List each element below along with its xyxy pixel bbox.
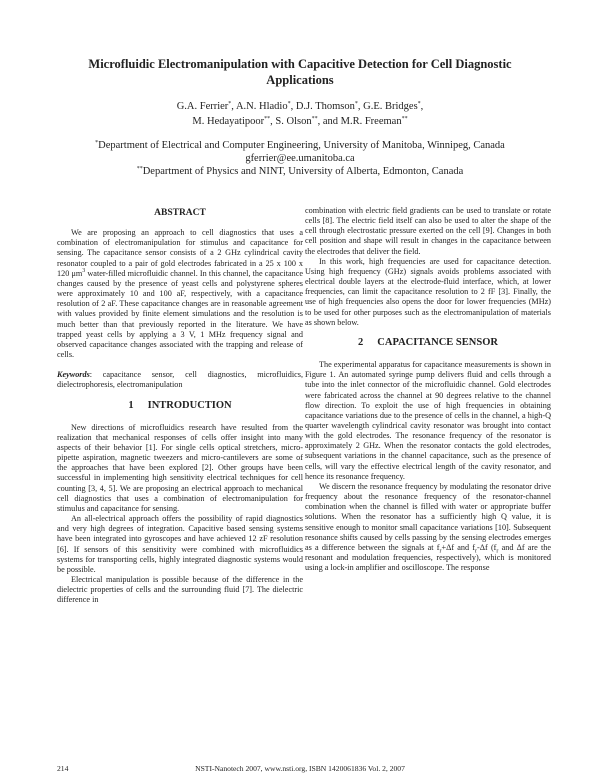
author-name: M. Hedayatipoor bbox=[192, 116, 265, 127]
author-mark: ** bbox=[401, 116, 408, 122]
keywords: Keywords: capacitance sensor, cell diagnostics, microfluidics, dielectrophoresis, electromanipulation bbox=[57, 370, 303, 390]
affiliation-mark: ** bbox=[136, 166, 143, 172]
title-line-2: Applications bbox=[266, 73, 334, 87]
section-heading-capacitance-sensor: 2 CAPACITANCE SENSOR bbox=[358, 336, 498, 348]
paragraph: The experimental apparatus for capacitance measurements is shown in Figure 1. An automated syringe pump delivers fluid and cells through a tube into the inlet connector of the microfluidic channel. Gold electrodes were fabricated across the channel at 90 degrees relative to the channel flow direction. To exploit the use of high frequencies in obtaining capacitance variations due to the presence of cells in the channel, a high-Q quarter wavelength cylindrical cavity resonator was brought into contact with the gold electrodes. The resonance frequency of the resonator is approximately 2 GHz. When the resonator contacts the gold electrodes, subsequent variations in the channel capacitance, such as the presence of cells, will vary the effective electrical length of the cavity resonator, and hence its resonance frequency. bbox=[305, 360, 551, 481]
affiliation-2: **Department of Physics and NINT, University of Alberta, Edmonton, Canada bbox=[136, 166, 464, 177]
author-name: G.E. Bridges bbox=[363, 101, 418, 112]
author-and: and bbox=[322, 116, 338, 127]
author-name: A.N. Hladio bbox=[235, 101, 288, 112]
paragraph: We discern the resonance frequency by modulating the resonator drive frequency about the resonance frequency of the resonator-channel combination when the channel is filled with water or appropriate buffer solutions. When the resonator has a sufficiently high Q value, it is sensitive enough to monitor small capacitance variations [10]. Subsequent resonance shifts caused by cells passing by the sensing electrodes emerges as a difference between the signals at $f_r+\Delta f$ and $f_r-\Delta f$ ($f_r$ and Δf are the resonant and modulation frequencies, respectively), which is monitored using a lock-in amplifier and oscilloscope. The response bbox=[305, 481, 551, 573]
abstract-text: We are proposing an approach to cell diagnostics that uses a combination of electromanipulation for stimulus and capacitance for sensing. The capacitance sensor consists of a 2 GHz cylindrical cavity resonator coupled to a pair of gold electrodes fabricated in a 25 x 100 x 120 $\mu m^3$ water-filled microfluidic channel. In this channel, the capacitance changes caused by the presence of yeast cells and polystyrene spheres were approximately 10 and 100 aF, respectively, with a capacitance resolution of 2 aF. These capacitance changes are in reasonable agreement with values provided by finite element simulations and the resolution is much better than that previously reported in the literature. We have trapped yeast cells by applying a 3 V, 1 MHz frequency signal and observed capacitance changes associated with the trapping and release of cells. bbox=[57, 228, 303, 360]
author-email: gferrier@ee.umanitoba.ca bbox=[245, 153, 355, 164]
footer-citation: NSTI-Nanotech 2007, www.nsti.org, ISBN 1420061836 Vol. 2, 2007 bbox=[195, 764, 405, 773]
paragraph: An all-electrical approach offers the possibility of rapid diagnostics and very high degrees of integration. Capacitive based sensing systems have been integrated into gyroscopes and have achieved 12 zF resolution [6]. If sensors of this sensitivity were combined with microfluidics systems for transporting cells, highly integrated diagnostic systems would be possible. bbox=[57, 514, 303, 574]
author-mark: ** bbox=[311, 116, 318, 122]
paragraph: In this work, high frequencies are used for capacitance detection. Using high frequency (GHz) signals avoids problems associated with electrical double layers at the electrode-fluid interface, which, at lower frequencies, can limit the capacitance resolution to 2 fF [3]. Finally, the use of high frequencies also opens the door for lower frequencies (MHz) to be used for other purposes such as the electromanipulation of materials as shown below. bbox=[305, 256, 551, 327]
affiliation-mark: * bbox=[95, 140, 99, 146]
section-heading-introduction: 1 INTRODUCTION bbox=[128, 399, 232, 411]
keywords-label: Keywords bbox=[57, 370, 90, 380]
affiliations bbox=[40, 139, 560, 178]
page-number: 214 bbox=[57, 764, 69, 773]
author-line-1: G.A. Ferrier*, A.N. Hladio*, D.J. Thomson*, G.E. Bridges*, bbox=[176, 101, 424, 112]
author-name: G.A. Ferrier bbox=[176, 101, 229, 112]
author-name: M.R. Freeman bbox=[340, 116, 402, 127]
author-mark: * bbox=[417, 101, 421, 107]
paper-title bbox=[40, 56, 560, 88]
paragraph: Electrical manipulation is possible because of the difference in the dielectric properties of cells and the surrounding fluid [7]. The dielectric difference in bbox=[57, 575, 303, 605]
author-list bbox=[60, 99, 540, 129]
author-line-2: M. Hedayatipoor**, S. Olson**, and M.R. Freeman** bbox=[192, 116, 408, 127]
title-line-1: Microfluidic Electromanipulation with Capacitive Detection for Cell Diagnostic bbox=[88, 57, 512, 71]
paragraph: combination with electric field gradients can be used to translate or rotate cells [8]. The electric field itself can also be used to alter the shape of the cell through electrostatic pressure exerted on the cell [9]. Changes in both cell position and shape will result in changes in the capacitance between the electrodes that deliver the field. bbox=[305, 206, 551, 256]
author-name: S. Olson bbox=[275, 116, 312, 127]
author-mark: * bbox=[287, 101, 291, 107]
abstract-heading: ABSTRACT bbox=[154, 208, 206, 218]
author-mark: * bbox=[354, 101, 358, 107]
paragraph: New directions of microfluidics research have resulted from the realization that mechanical responses of cells offer insight into many aspects of their behavior [1]. For single cells optical stretchers, micro-pipette aspiration, magnetic tweezers and micro-cantilevers are some of the approaches that have been explored [2]. Other groups have been successful in implementing high sensitivity electrical techniques for cell counting [3, 4, 5]. We are proposing an electrical approach to mechanical cell diagnostics that uses a combination of electromanipulation for stimulus and capacitance for sensing. bbox=[57, 422, 303, 513]
author-mark: ** bbox=[264, 116, 271, 122]
author-mark: * bbox=[228, 101, 232, 107]
affiliation-1: *Department of Electrical and Computer Engineering, University of Manitoba, Winnipeg, Canada bbox=[95, 140, 505, 151]
right-column bbox=[305, 206, 551, 573]
author-name: D.J. Thomson bbox=[295, 101, 355, 112]
left-column bbox=[57, 206, 303, 605]
